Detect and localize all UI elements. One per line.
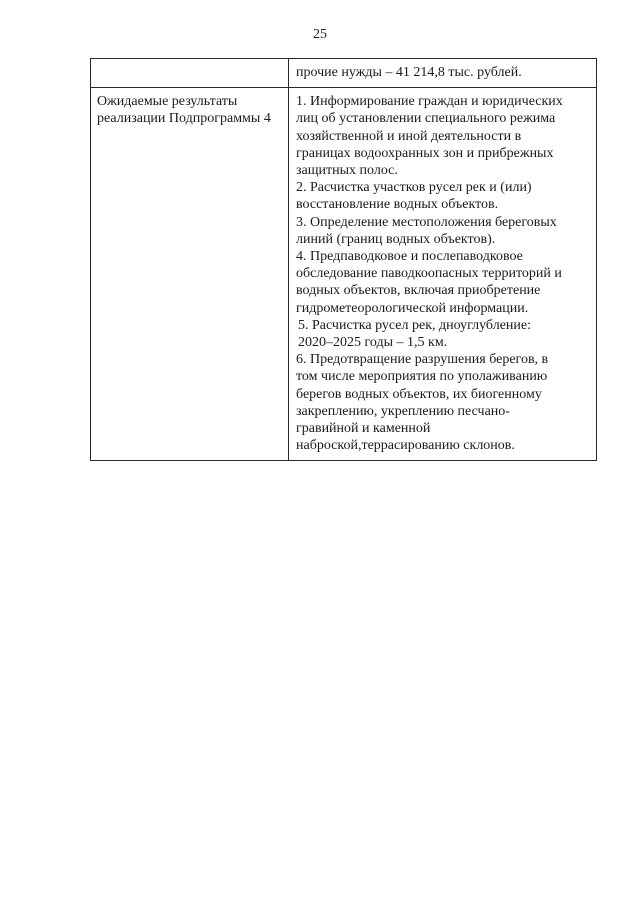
document-table (90, 58, 597, 461)
row-heading-line: реализации Подпрограммы 4 (97, 111, 271, 127)
table-row (91, 88, 597, 461)
result-text-line: 2. Расчистка участков русел рек и (или) (296, 180, 532, 196)
result-text-line: гидрометеорологической информации. (296, 300, 529, 316)
result-text-line: наброской,террасированию склонов. (296, 438, 515, 454)
result-text-line: линий (границ водных объектов). (296, 231, 496, 247)
result-text-line: 5. Расчистка русел рек, дноуглубление: (298, 317, 531, 333)
page-number: 25 (313, 27, 327, 42)
result-text-line: 6. Предотвращение разрушения берегов, в (296, 352, 549, 368)
result-text-line: обследование паводкоопасных территорий и (296, 266, 562, 282)
result-text-line: 4. Предпаводковое и послепаводковое (296, 249, 523, 265)
table-cell-right (289, 88, 597, 461)
result-text-line: гравийной и каменной (296, 421, 431, 437)
result-text-line: 1. Информирование граждан и юридических (296, 94, 563, 110)
result-text-line: водных объектов, включая приобретение (296, 283, 541, 299)
row-heading-line: Ожидаемые результаты (97, 94, 238, 110)
result-text-line: хозяйственной и иной деятельности в (296, 128, 522, 144)
result-text-line: восстановление водных объектов. (296, 197, 499, 213)
result-text-line: защитных полос. (296, 163, 398, 179)
result-text-line: закреплению, укреплению песчано- (296, 403, 510, 419)
table-row (91, 59, 597, 88)
result-text-line: лиц об установлении специального режима (296, 111, 556, 127)
result-text-line: 2020–2025 годы – 1,5 км. (298, 335, 448, 351)
result-text-line: том числе мероприятия по уполаживанию (296, 369, 548, 385)
cell-text-line: прочие нужды – 41 214,8 тыс. рублей. (296, 65, 522, 80)
table-cell-left (91, 59, 289, 88)
table-cell-right (289, 59, 597, 88)
table-cell-left (91, 88, 289, 461)
result-text-line: 3. Определение местоположения береговых (296, 214, 557, 230)
result-text-line: берегов водных объектов, их биогенному (296, 386, 542, 402)
result-text-line: границах водоохранных зон и прибрежных (296, 145, 554, 161)
